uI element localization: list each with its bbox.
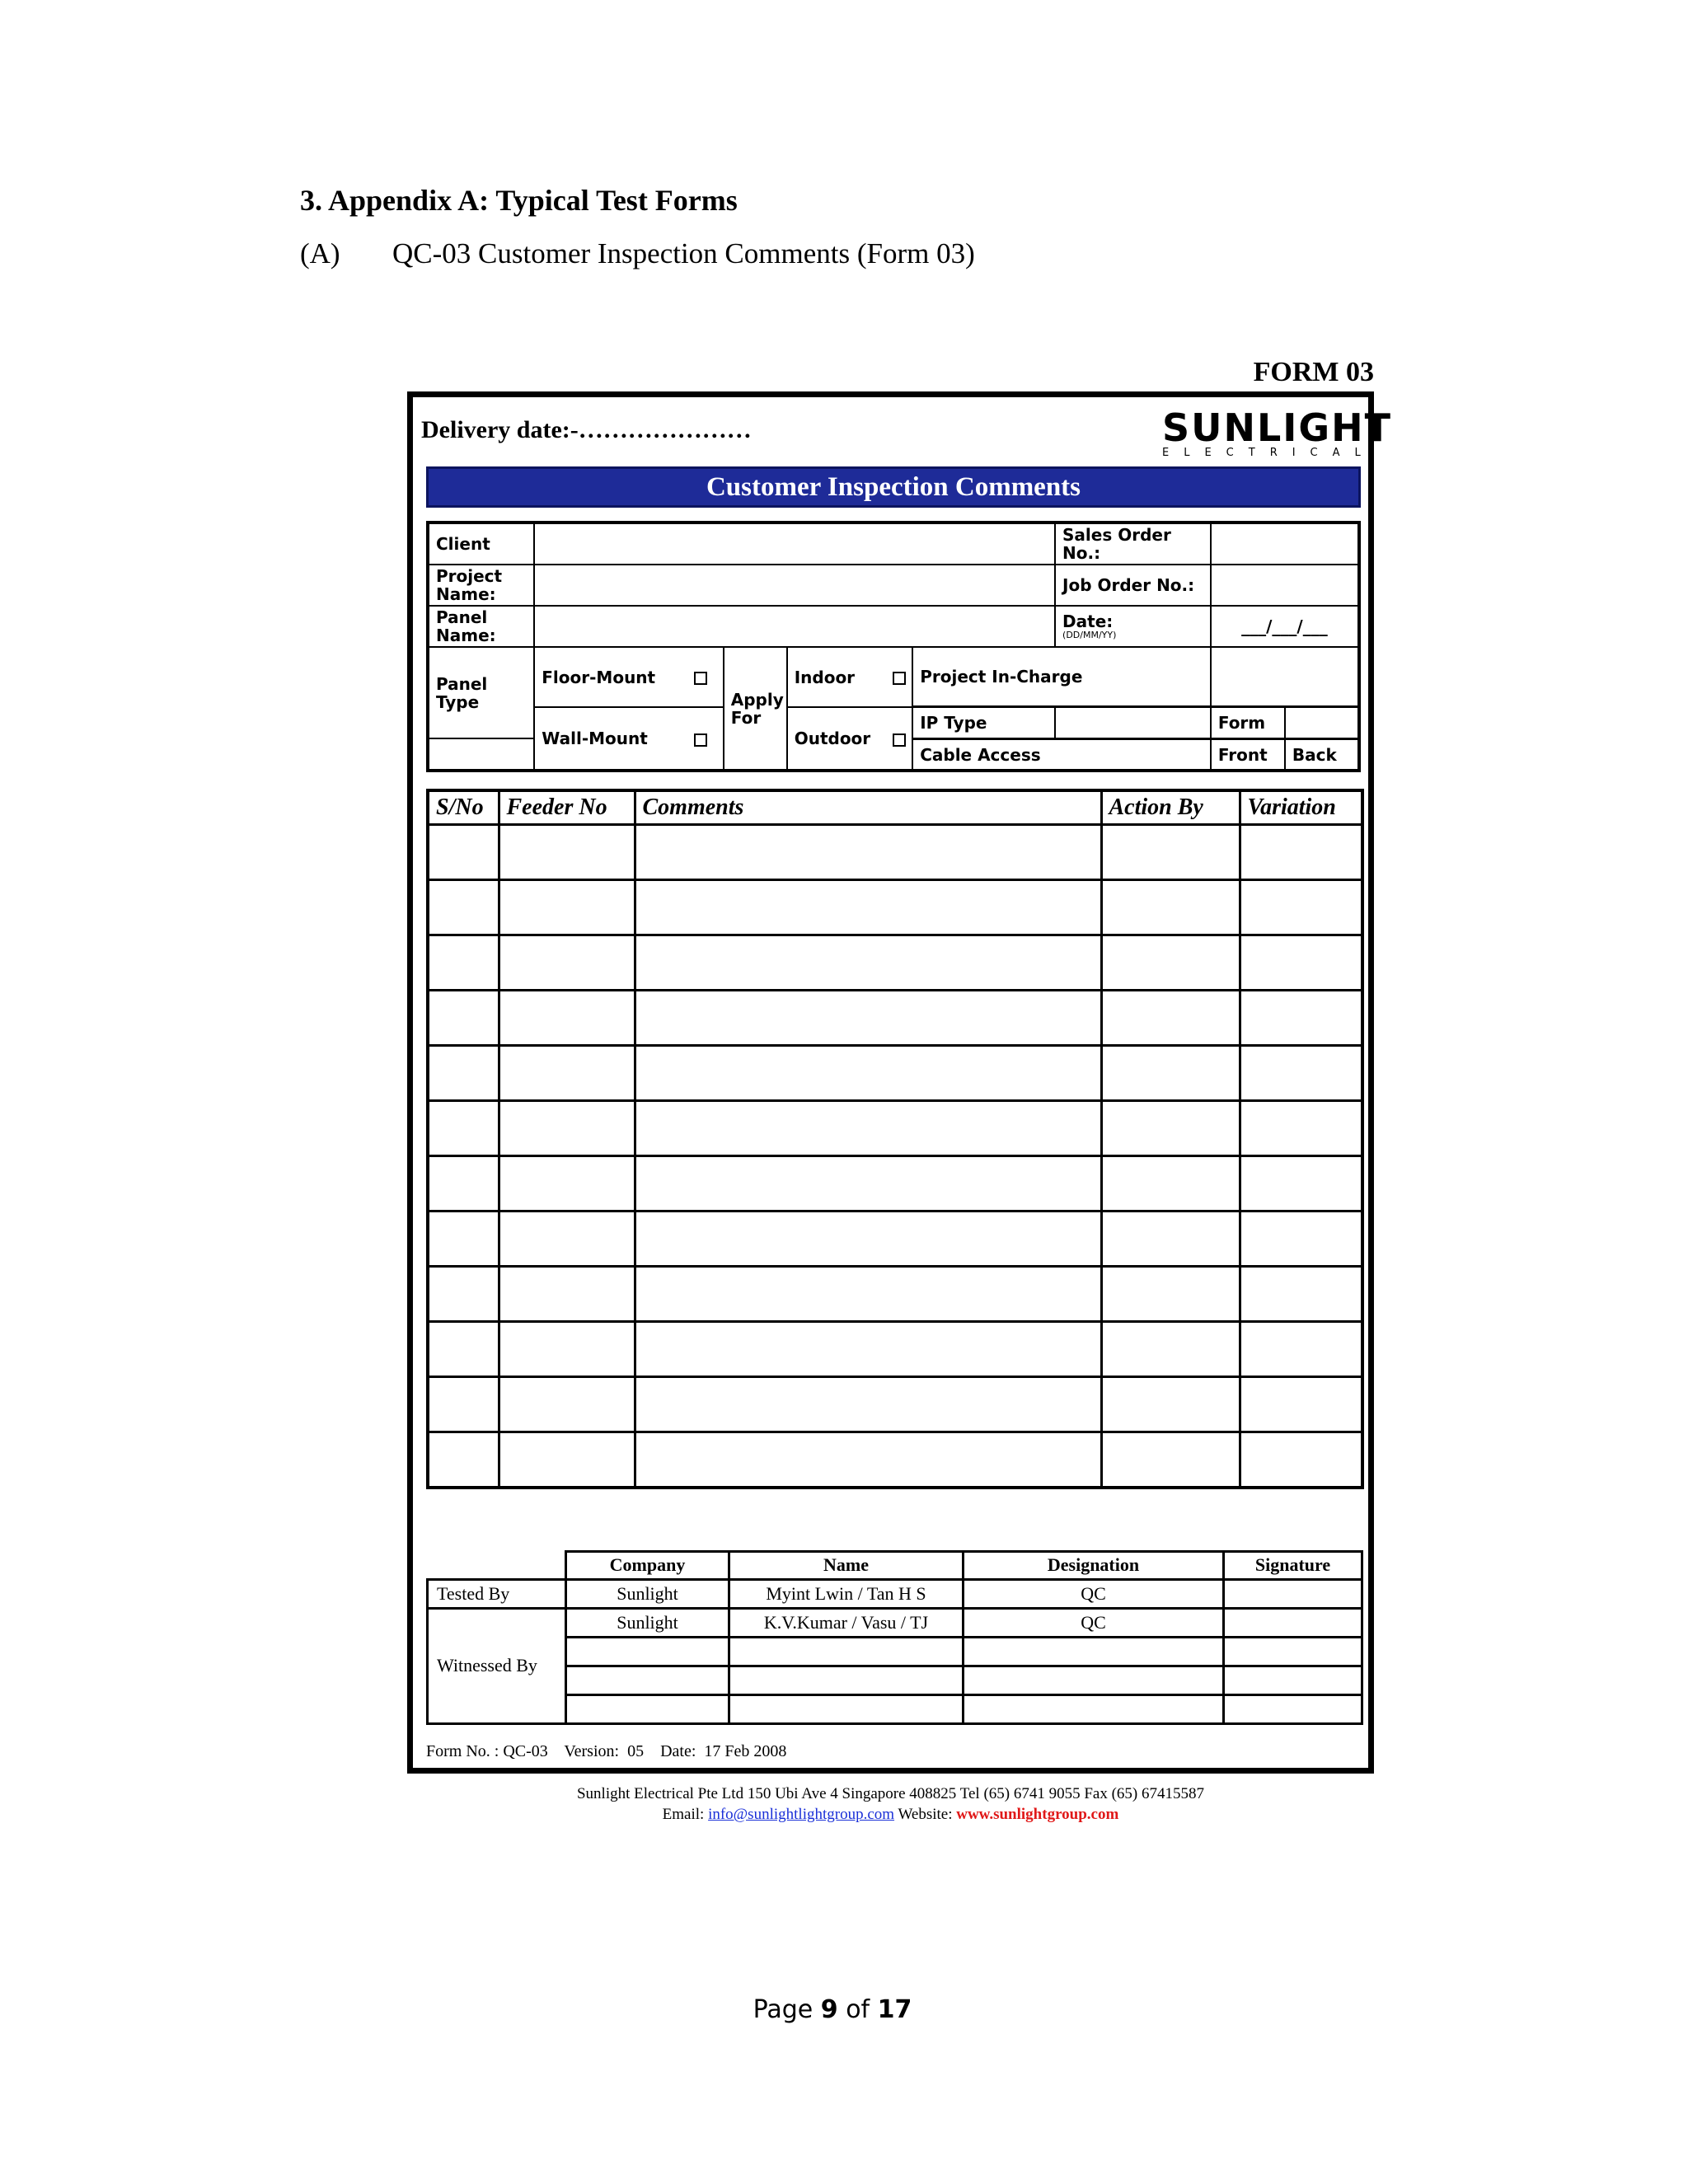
logo-sub-text: ELECTRICAL <box>1162 447 1376 459</box>
panel-name-field[interactable] <box>534 606 1055 647</box>
panel-type-label: Panel Type <box>428 647 534 738</box>
comment-cell[interactable] <box>1240 1101 1362 1156</box>
wall-mount-checkbox[interactable] <box>694 733 707 747</box>
comment-cell[interactable] <box>1240 1322 1362 1377</box>
comment-cell[interactable] <box>635 1046 1101 1101</box>
floor-mount-checkbox-cell[interactable] <box>679 647 724 707</box>
comment-cell[interactable] <box>499 935 635 991</box>
comment-cell[interactable] <box>1240 1267 1362 1322</box>
comments-header-cell: Feeder No <box>499 790 635 825</box>
comment-row <box>428 880 1362 935</box>
cable-back-option[interactable]: Back <box>1285 739 1359 771</box>
comment-row <box>428 1377 1362 1432</box>
comment-cell[interactable] <box>1240 1212 1362 1267</box>
comment-row <box>428 1322 1362 1377</box>
email-label: Email: <box>662 1806 705 1823</box>
signoff-cell[interactable] <box>1224 1608 1362 1637</box>
comments-header-row <box>428 790 1362 825</box>
comment-cell[interactable] <box>1240 991 1362 1046</box>
logo-main-text: SUNLIGHT <box>1162 405 1393 450</box>
sales-order-field[interactable] <box>1211 523 1359 565</box>
subheading-text: QC-03 Customer Inspection Comments (Form 03) <box>392 237 975 269</box>
floor-mount-checkbox[interactable] <box>694 672 707 685</box>
signoff-cell[interactable] <box>1224 1666 1362 1694</box>
comment-cell[interactable] <box>428 1377 499 1432</box>
signoff-cell[interactable]: Sunlight <box>566 1579 729 1608</box>
signoff-corner <box>428 1552 566 1580</box>
signoff-cell[interactable]: Myint Lwin / Tan H S <box>729 1579 964 1608</box>
project-name-field[interactable] <box>534 565 1055 606</box>
comment-row <box>428 1212 1362 1267</box>
ip-type-label: IP Type <box>912 707 1055 738</box>
comment-cell[interactable] <box>1240 880 1362 935</box>
comment-cell[interactable] <box>1240 1377 1362 1432</box>
date-label-text: Date: <box>1062 612 1114 631</box>
comment-cell[interactable] <box>1240 1432 1362 1488</box>
ip-type-field[interactable] <box>1055 707 1211 738</box>
wall-mount-label: Wall-Mount <box>534 707 679 771</box>
subheading-index: (A) <box>300 237 340 269</box>
sales-order-label: Sales Order No.: <box>1055 523 1211 565</box>
client-label: Client <box>428 523 534 565</box>
apply-for-label: Apply For <box>724 647 787 771</box>
comment-cell[interactable] <box>428 880 499 935</box>
job-order-field[interactable] <box>1211 565 1359 606</box>
comment-cell[interactable] <box>428 1432 499 1488</box>
comment-cell[interactable] <box>499 991 635 1046</box>
indoor-checkbox[interactable] <box>893 672 906 685</box>
comment-cell[interactable] <box>499 880 635 935</box>
company-address: Sunlight Electrical Pte Ltd 150 Ubi Ave 4 Singapore 408825 Tel (65) 6741 9055 Fax (65) 67415587 <box>576 1785 1205 1802</box>
signoff-cell[interactable] <box>566 1694 729 1723</box>
tested-by-label: Tested By <box>428 1579 566 1608</box>
comment-cell[interactable] <box>635 1212 1101 1267</box>
comment-cell[interactable] <box>635 1267 1101 1322</box>
witnessed-by-row <box>428 1694 1362 1723</box>
comment-cell[interactable] <box>1101 1212 1240 1267</box>
comment-cell[interactable] <box>499 1432 635 1488</box>
project-name-label: Project Name: <box>428 565 534 606</box>
comment-cell[interactable] <box>1101 1101 1240 1156</box>
comment-cell[interactable] <box>1101 935 1240 991</box>
signoff-cell[interactable] <box>1224 1637 1362 1666</box>
signoff-cell[interactable] <box>729 1637 964 1666</box>
project-in-charge-field[interactable] <box>1211 647 1359 706</box>
comment-row <box>428 1267 1362 1322</box>
signoff-cell[interactable] <box>566 1666 729 1694</box>
comment-cell[interactable] <box>499 1101 635 1156</box>
form-code: FORM 03 <box>1253 357 1374 387</box>
comment-cell[interactable] <box>635 1156 1101 1212</box>
signoff-header-cell: Signature <box>1224 1552 1362 1580</box>
comment-cell[interactable] <box>1101 1377 1240 1432</box>
comment-cell[interactable] <box>635 935 1101 991</box>
signoff-cell[interactable]: K.V.Kumar / Vasu / TJ <box>729 1608 964 1637</box>
comment-cell[interactable] <box>499 1377 635 1432</box>
comment-cell[interactable] <box>1101 1432 1240 1488</box>
comment-cell[interactable] <box>1240 1046 1362 1101</box>
email-link[interactable]: info@sunlightlightgroup.com <box>708 1806 895 1823</box>
signoff-cell[interactable] <box>566 1637 729 1666</box>
comment-cell[interactable] <box>635 1432 1101 1488</box>
signoff-cell[interactable] <box>964 1694 1224 1723</box>
page-current: 9 <box>820 1995 838 2024</box>
witnessed-by-row <box>428 1608 1362 1637</box>
date-format-hint: (DD/MM/YY) <box>1062 630 1117 640</box>
comment-cell[interactable] <box>428 1267 499 1322</box>
comment-cell[interactable] <box>499 1267 635 1322</box>
comment-cell[interactable] <box>428 991 499 1046</box>
company-contact <box>407 1804 1374 1825</box>
cable-access-label: Cable Access <box>912 739 1211 771</box>
outdoor-label: Outdoor <box>787 707 887 771</box>
comments-body <box>428 825 1362 1488</box>
comment-cell[interactable] <box>1101 1267 1240 1322</box>
panel-type-spacer <box>428 739 534 771</box>
signoff-cell[interactable] <box>729 1694 964 1723</box>
page-label: Page <box>753 1995 814 2024</box>
witnessed-by-row <box>428 1637 1362 1666</box>
comment-cell[interactable] <box>428 935 499 991</box>
inspection-form <box>407 391 1393 1774</box>
comments-table <box>426 789 1364 1489</box>
comment-row <box>428 1156 1362 1212</box>
comment-row <box>428 1432 1362 1488</box>
comment-row <box>428 935 1362 991</box>
comment-cell[interactable] <box>1240 935 1362 991</box>
indoor-checkbox-cell[interactable] <box>886 647 912 707</box>
comment-row <box>428 1046 1362 1101</box>
company-footer <box>407 1783 1374 1825</box>
signoff-header-cell: Designation <box>964 1552 1224 1580</box>
comment-cell[interactable] <box>1240 1156 1362 1212</box>
comment-cell[interactable] <box>1101 1046 1240 1101</box>
witnessed-by-row <box>428 1666 1362 1694</box>
comment-cell[interactable] <box>635 880 1101 935</box>
comment-cell[interactable] <box>499 1322 635 1377</box>
comment-cell[interactable] <box>635 825 1101 880</box>
signoff-cell[interactable]: QC <box>964 1579 1224 1608</box>
comment-cell[interactable] <box>1101 1322 1240 1377</box>
comment-cell[interactable] <box>635 1101 1101 1156</box>
website-label: Website: <box>898 1806 953 1823</box>
tested-by-row <box>428 1579 1362 1608</box>
signoff-cell[interactable]: Sunlight <box>566 1608 729 1637</box>
comment-row <box>428 825 1362 880</box>
signoff-table <box>426 1550 1363 1725</box>
sunlight-logo <box>1162 405 1393 460</box>
comments-header-cell: Action By <box>1101 790 1240 825</box>
job-order-label: Job Order No.: <box>1055 565 1211 606</box>
wall-mount-checkbox-cell[interactable] <box>679 707 724 771</box>
comment-cell[interactable] <box>428 825 499 880</box>
date-field[interactable]: ___/___/___ <box>1211 606 1359 647</box>
form-type-field[interactable] <box>1285 707 1359 738</box>
comment-cell[interactable] <box>499 1046 635 1101</box>
comment-cell[interactable] <box>635 1322 1101 1377</box>
date-label <box>1055 606 1211 647</box>
comment-cell[interactable] <box>499 825 635 880</box>
comment-row <box>428 1101 1362 1156</box>
comment-cell[interactable] <box>428 1212 499 1267</box>
signoff-cell[interactable] <box>964 1666 1224 1694</box>
comments-header-cell: Variation <box>1240 790 1362 825</box>
comment-row <box>428 991 1362 1046</box>
comments-header-cell: S/No <box>428 790 499 825</box>
signoff-cell[interactable] <box>1224 1579 1362 1608</box>
comment-cell[interactable] <box>1101 991 1240 1046</box>
indoor-label: Indoor <box>787 647 887 707</box>
panel-name-label: Panel Name: <box>428 606 534 647</box>
outdoor-checkbox[interactable] <box>893 733 906 747</box>
form-title: Customer Inspection Comments <box>426 466 1361 508</box>
comment-cell[interactable] <box>428 1322 499 1377</box>
panel-info-table <box>426 521 1361 772</box>
signoff-header-row <box>428 1552 1362 1580</box>
comment-cell[interactable] <box>1101 880 1240 935</box>
comment-cell[interactable] <box>428 1046 499 1101</box>
signoff-cell[interactable] <box>729 1666 964 1694</box>
floor-mount-label: Floor-Mount <box>534 647 679 707</box>
comment-cell[interactable] <box>1101 1156 1240 1212</box>
signoff-cell[interactable] <box>964 1637 1224 1666</box>
comment-cell[interactable] <box>428 1156 499 1212</box>
signoff-header-cell: Name <box>729 1552 964 1580</box>
comments-header-cell: Comments <box>635 790 1101 825</box>
form-type-label: Form <box>1211 707 1285 738</box>
comment-cell[interactable] <box>635 991 1101 1046</box>
page-number <box>0 1995 1665 2024</box>
comment-cell[interactable] <box>635 1377 1101 1432</box>
document-heading: 3. Appendix A: Typical Test Forms <box>300 184 738 217</box>
client-field[interactable] <box>534 523 1055 565</box>
page-of: of <box>846 1995 870 2024</box>
website-link[interactable]: www.sunlightgroup.com <box>956 1806 1119 1823</box>
cable-front-option[interactable]: Front <box>1211 739 1285 771</box>
signoff-cell[interactable]: QC <box>964 1608 1224 1637</box>
outdoor-checkbox-cell[interactable] <box>886 707 912 771</box>
comment-cell[interactable] <box>499 1156 635 1212</box>
form-meta: Form No. : QC-03 Version: 05 Date: 17 Feb 2008 <box>426 1742 787 1760</box>
comment-cell[interactable] <box>499 1212 635 1267</box>
document-subheading <box>300 237 975 270</box>
comment-cell[interactable] <box>1101 825 1240 880</box>
project-in-charge-label: Project In-Charge <box>912 647 1211 706</box>
comment-cell[interactable] <box>1240 825 1362 880</box>
page-total: 17 <box>877 1995 912 2024</box>
comment-cell[interactable] <box>428 1101 499 1156</box>
delivery-date-label: Delivery date:-………………… <box>421 416 752 443</box>
signoff-cell[interactable] <box>1224 1694 1362 1723</box>
signoff-header-cell: Company <box>566 1552 729 1580</box>
witnessed-by-label: Witnessed By <box>428 1608 566 1723</box>
